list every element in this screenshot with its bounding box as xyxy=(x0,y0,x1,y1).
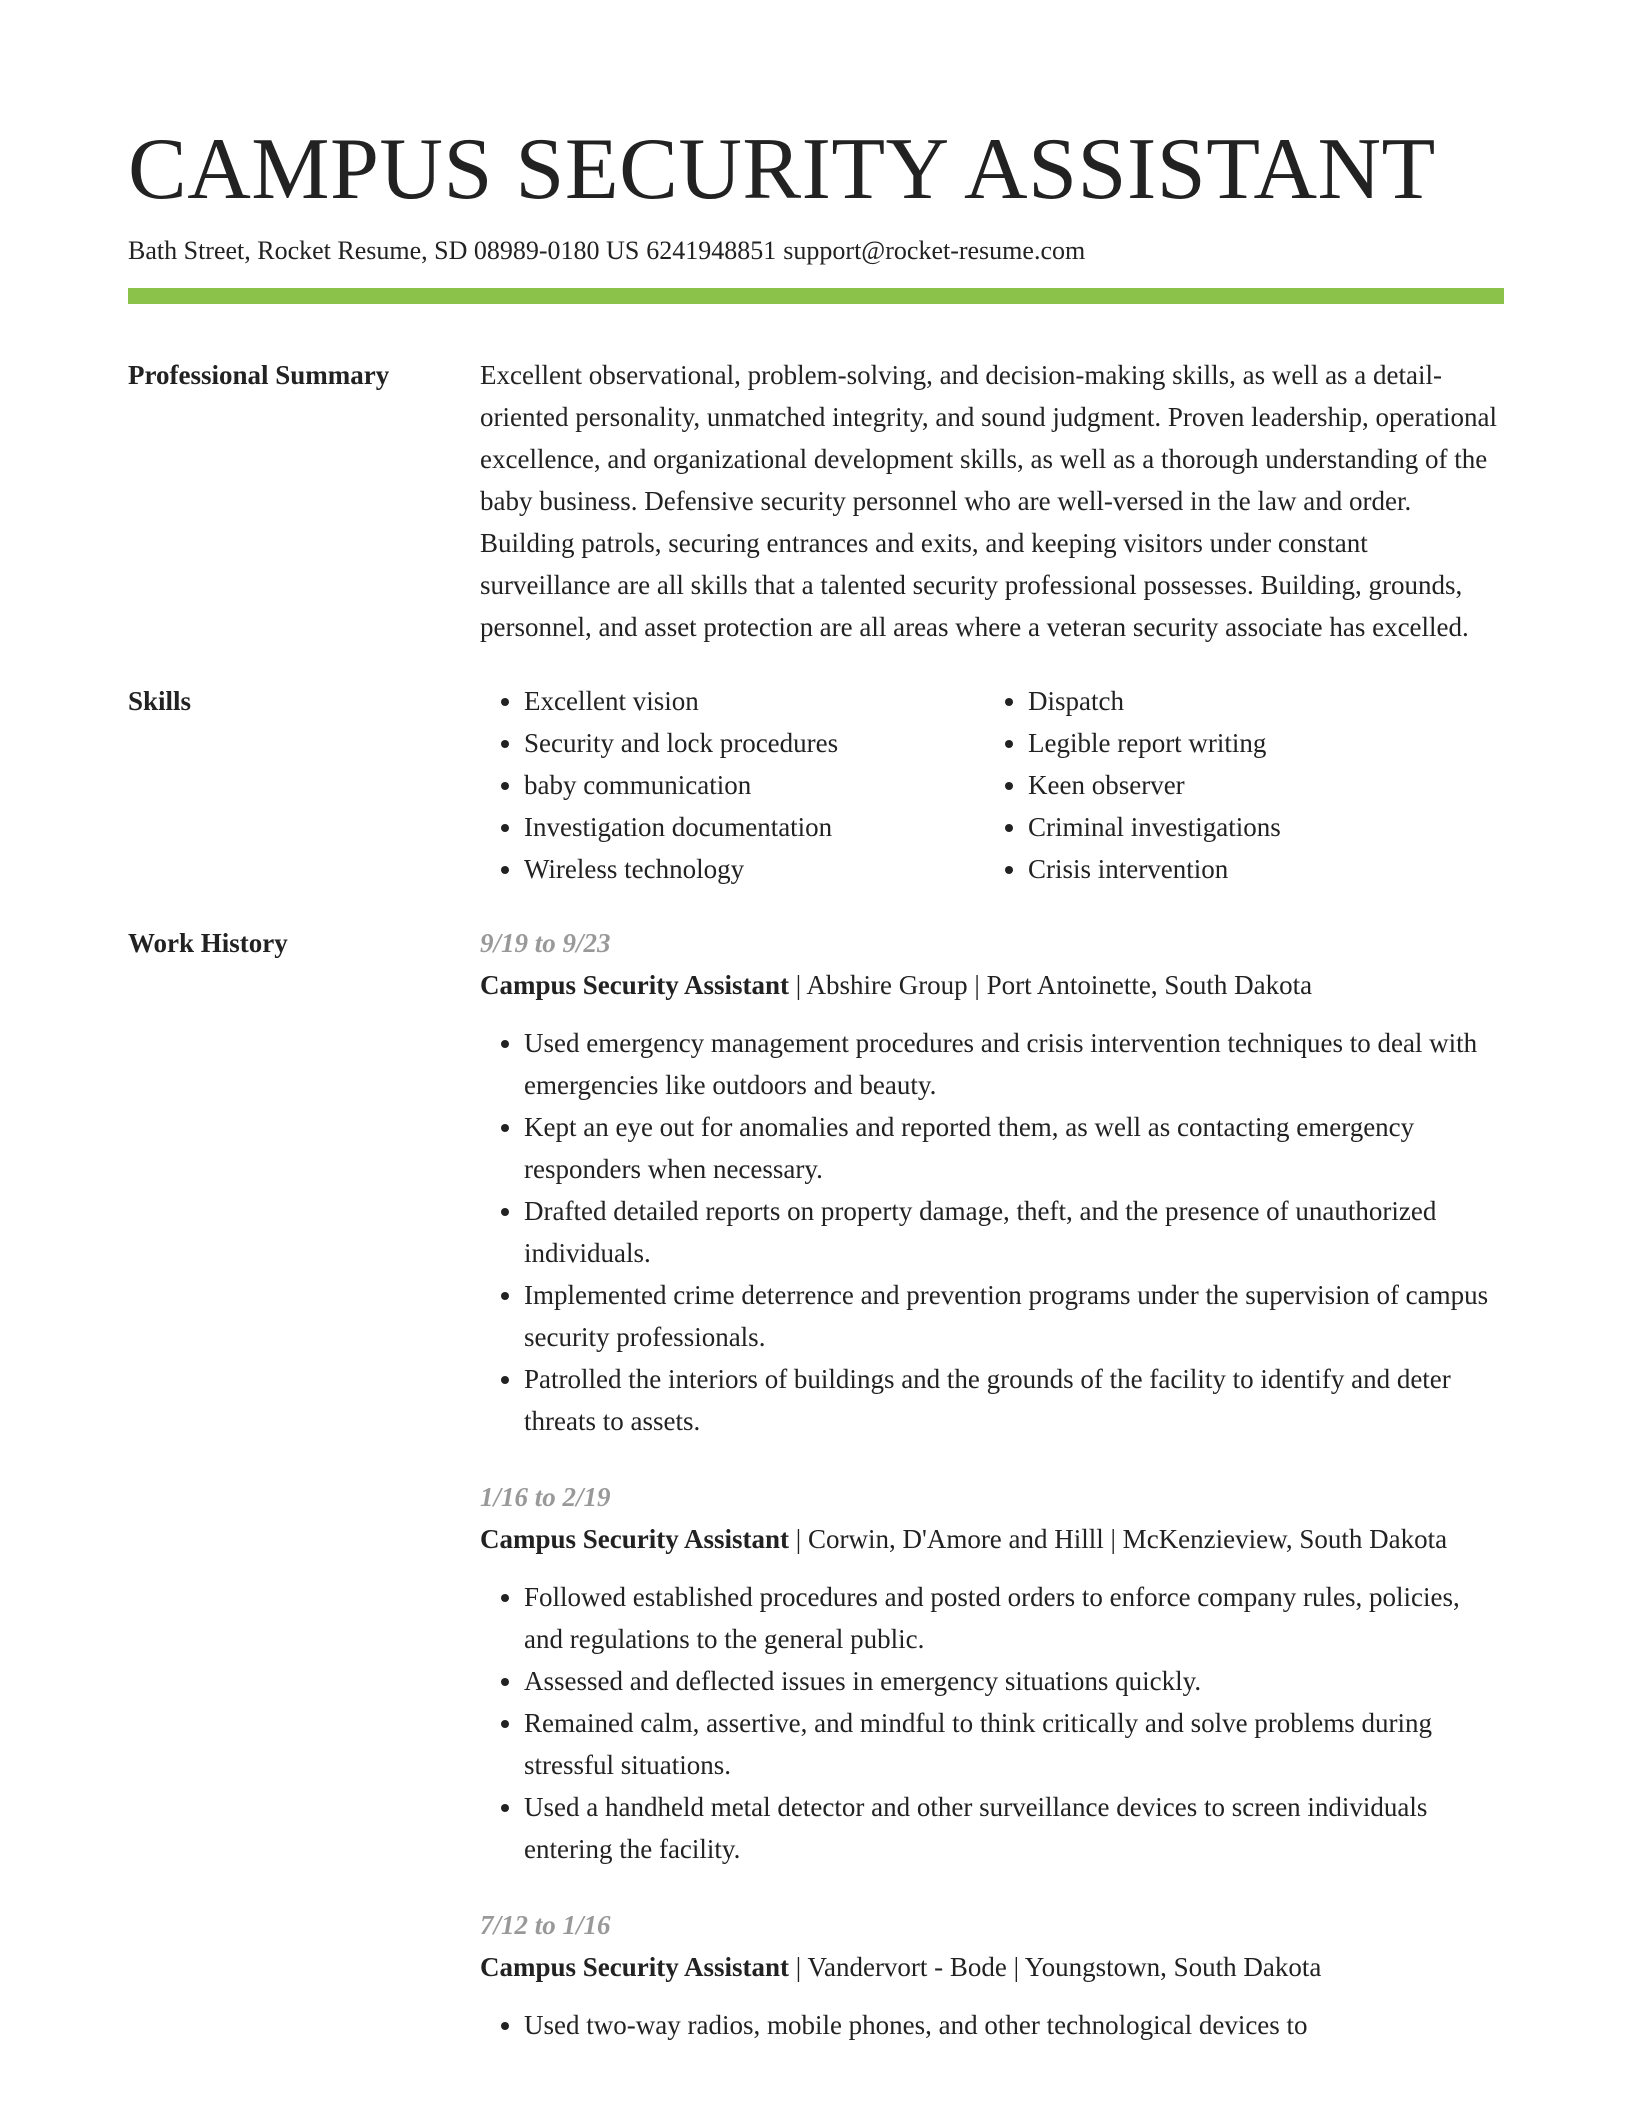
summary-heading: Professional Summary xyxy=(128,360,390,390)
job-bullet: • Drafted detailed reports on property damage, theft, and the presence of unauthorized individuals. xyxy=(524,1190,1504,1274)
job-bullets xyxy=(480,2004,1504,2046)
skills-column-left xyxy=(480,680,984,890)
skills-grid xyxy=(480,680,1504,890)
job-heading xyxy=(480,1518,1504,1560)
skill-item: • baby communication xyxy=(524,764,984,806)
skill-item: • Security and lock procedures xyxy=(524,722,984,764)
job-bullets xyxy=(480,1576,1504,1870)
job-bullet: • Used a handheld metal detector and other surveillance devices to screen individuals entering the facility. xyxy=(524,1786,1504,1870)
skills-heading: Skills xyxy=(128,686,192,716)
contact-address: Bath Street, Rocket Resume, SD 08989-0180 US xyxy=(128,236,640,265)
job-bullet: • Implemented crime deterrence and prevention programs under the supervision of campus security professionals. xyxy=(524,1274,1504,1358)
skills-list-left xyxy=(480,680,984,890)
summary-text: Excellent observational, problem-solving, and decision-making skills, as well as a detail-oriented personality, unmatched integrity, and sound judgment. Proven leadership, operational excellence, and organizational development skills, as well as a thorough understanding of the baby business. Defensive security personnel who are well-versed in the law and order. Building patrols, securing entrances and exits, and keeping visitors under constant surveillance are all skills that a talented security professional possesses. Building, grounds, personnel, and asset protection are all areas where a veteran security associate has excelled. xyxy=(480,360,1497,642)
job-bullets xyxy=(480,1022,1504,1442)
header-divider xyxy=(128,288,1504,304)
job-title: Campus Security Assistant xyxy=(480,1952,790,1982)
skills-list-right xyxy=(984,680,1488,890)
job-dates: 7/12 to 1/16 xyxy=(480,1910,611,1940)
skill-item: • Crisis intervention xyxy=(1028,848,1488,890)
job-details: | Vandervort - Bode | Youngstown, South Dakota xyxy=(789,1952,1322,1982)
skills-section xyxy=(128,680,1504,890)
job-dates: 9/19 to 9/23 xyxy=(480,928,611,958)
skill-item: • Wireless technology xyxy=(524,848,984,890)
job-bullet: • Followed established procedures and posted orders to enforce company rules, policies, and regulations to the general public. xyxy=(524,1576,1504,1660)
job-heading xyxy=(480,964,1504,1006)
job-bullet: • Remained calm, assertive, and mindful to think critically and solve problems during stressful situations. xyxy=(524,1702,1504,1786)
contact-email: support@rocket-resume.com xyxy=(783,236,1086,265)
skill-item: • Investigation documentation xyxy=(524,806,984,848)
job-entry xyxy=(480,1904,1504,2046)
job-bullet: • Used emergency management procedures and crisis intervention techniques to deal with emergencies like outdoors and beauty. xyxy=(524,1022,1504,1106)
skills-column-right xyxy=(984,680,1488,890)
job-bullet: • Kept an eye out for anomalies and reported them, as well as contacting emergency responders when necessary. xyxy=(524,1106,1504,1190)
job-bullet: • Patrolled the interiors of buildings and the grounds of the facility to identify and deter threats to assets. xyxy=(524,1358,1504,1442)
skill-item: • Legible report writing xyxy=(1028,722,1488,764)
job-heading xyxy=(480,1946,1504,1988)
job-dates: 1/16 to 2/19 xyxy=(480,1482,611,1512)
job-entry xyxy=(480,1476,1504,1870)
work-history-list xyxy=(480,922,1504,2046)
work-history-section xyxy=(128,922,1504,2046)
skill-item: • Dispatch xyxy=(1028,680,1488,722)
job-entry xyxy=(480,922,1504,1442)
contact-line xyxy=(128,234,1504,268)
job-title: Campus Security Assistant xyxy=(480,970,790,1000)
job-bullet: • Used two-way radios, mobile phones, and other technological devices to xyxy=(524,2004,1504,2046)
job-title: Campus Security Assistant xyxy=(480,1524,790,1554)
summary-section xyxy=(128,354,1504,648)
skill-item: • Keen observer xyxy=(1028,764,1488,806)
job-details: | Corwin, D'Amore and Hilll | McKenzieview, South Dakota xyxy=(789,1524,1448,1554)
contact-phone: 6241948851 xyxy=(646,236,777,265)
skill-item: • Criminal investigations xyxy=(1028,806,1488,848)
resume-name: CAMPUS SECURITY ASSISTANT xyxy=(128,121,1436,218)
work-history-heading: Work History xyxy=(128,928,288,958)
job-bullet: • Assessed and deflected issues in emergency situations quickly. xyxy=(524,1660,1504,1702)
resume-page xyxy=(128,120,1504,2046)
job-details: | Abshire Group | Port Antoinette, South Dakota xyxy=(789,970,1313,1000)
skill-item: • Excellent vision xyxy=(524,680,984,722)
